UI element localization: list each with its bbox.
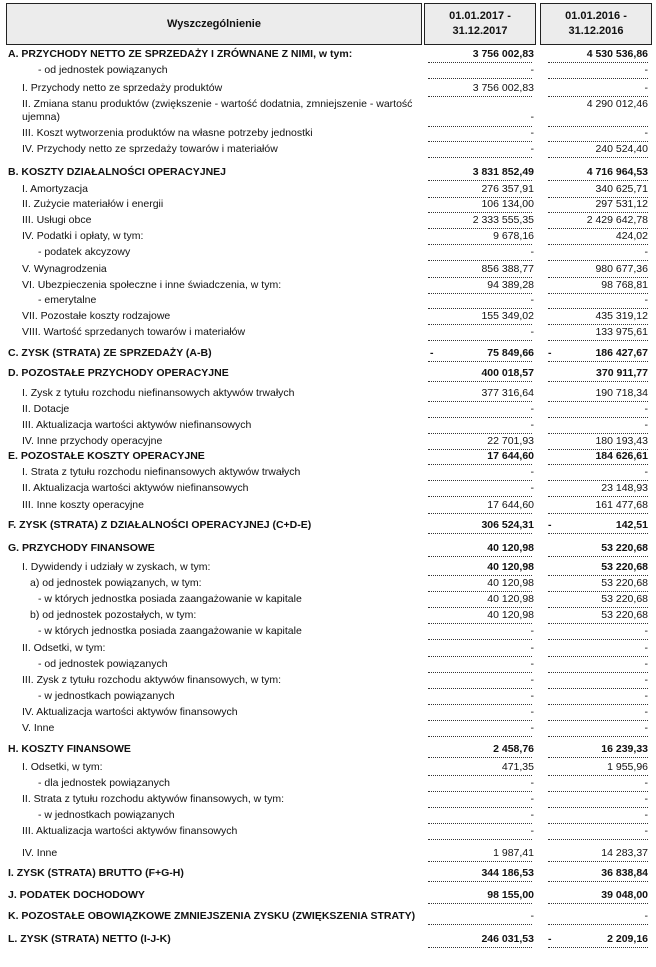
value-underline-2016 [548,556,648,557]
value-underline-2016 [548,775,648,776]
value-2016: 39 048,00 [601,889,648,901]
value-2017: - [530,809,534,821]
value-2017: - [530,482,534,494]
value-underline-2016 [548,212,648,213]
value-underline-2016 [548,607,648,608]
value-underline-2016 [548,96,648,97]
value-2016: - [644,82,648,94]
value-2016: - [644,706,648,718]
row-label: IV. Aktualizacja wartości aktywów finansowych [22,706,238,718]
value-2016: 2 209,16 [607,933,648,945]
value-2017: 22 701,93 [487,435,534,447]
value-underline-2016 [548,513,648,514]
row-label: G. PRZYCHODY FINANSOWE [8,542,155,554]
value-underline-2017 [428,228,532,229]
row-label: b) od jednostek pozostałych, w tym: [30,609,197,621]
value-2016: 53 220,68 [601,577,648,589]
header-label: Wyszczególnienie [167,17,261,30]
value-underline-2016 [548,823,648,824]
value-underline-2016 [548,141,648,142]
value-2016: 4 290 012,46 [586,98,648,110]
value-2016: - [644,127,648,139]
value-2017: - [530,127,534,139]
value-2017: 400 018,57 [481,367,534,379]
row-label: I. ZYSK (STRATA) BRUTTO (F+G-H) [8,867,184,879]
value-underline-2017 [428,180,532,181]
value-underline-2017 [428,556,532,557]
row-label: - dla jednostek powiązanych [38,777,170,789]
row-label: I. Amortyzacja [22,183,88,195]
value-2016: 340 625,71 [595,183,648,195]
row-label: II. Strata z tytułu rozchodu aktywów finansowych, w tym: [22,793,285,805]
value-underline-2016 [548,881,648,882]
value-underline-2017 [428,381,532,382]
value-2017: - [530,143,534,155]
value-underline-2017 [428,639,532,640]
value-underline-2017 [428,212,532,213]
value-underline-2017 [428,260,532,261]
value-2016: 98 768,81 [601,279,648,291]
value-2016: 190 718,34 [595,387,648,399]
value-2017: - [530,910,534,922]
row-label: I. Odsetki, w tym: [22,761,103,773]
value-2017: - [530,419,534,431]
value-2017: 9 678,16 [493,230,534,242]
value-underline-2016 [548,639,648,640]
value-underline-2017 [428,141,532,142]
value-underline-2017 [428,591,532,592]
value-underline-2016 [548,180,648,181]
value-2016: - [644,642,648,654]
value-underline-2016 [548,340,648,341]
value-2017: 377 316,64 [481,387,534,399]
row-label: V. Wynagrodzenia [22,263,107,275]
value-underline-2017 [428,575,532,576]
row-label: I. Przychody netto ze sprzedaży produktów [22,82,223,94]
value-underline-2017 [428,513,532,514]
value-underline-2016 [548,433,648,434]
value-2017: - [530,246,534,258]
value-2017: - [530,294,534,306]
row-label: II. Zmiana stanu produktów (zwiększenie - wartość dodatnia, zmniejszenie - wartość ujemna) [22,98,413,123]
row-label: III. Aktualizacja wartości aktywów niefinansowych [22,419,252,431]
row-label: H. KOSZTY FINANSOWE [8,743,131,755]
value-2017: 75 849,66 [487,347,534,359]
value-2017: - [530,642,534,654]
value-underline-2016 [548,381,648,382]
value-underline-2016 [548,480,648,481]
value-underline-2016 [548,861,648,862]
value-2016: - [644,793,648,805]
row-label: - w których jednostka posiada zaangażowanie w kapitale [38,625,302,637]
value-underline-2016 [548,807,648,808]
row-label: - w jednostkach powiązanych [38,690,175,702]
value-2017: - [530,706,534,718]
value-underline-2016 [548,839,648,840]
value-underline-2017 [428,340,532,341]
value-2017: 1 987,41 [493,847,534,859]
row-label: - podatek akcyzowy [38,246,131,258]
negative-sign-2017: - [430,347,434,359]
value-underline-2017 [428,903,532,904]
value-underline-2017 [428,78,532,79]
value-2016: 424,02 [615,230,648,242]
row-label: D. POZOSTAŁE PRZYCHODY OPERACYJNE [8,367,229,379]
value-underline-2016 [548,533,648,534]
value-2016: 435 319,12 [595,310,648,322]
value-2016: 297 531,12 [595,198,648,210]
value-2017: - [530,825,534,837]
row-label: F. ZYSK (STRATA) Z DZIAŁALNOŚCI OPERACYJNEJ (C+D-E) [8,519,312,531]
value-2017: - [530,326,534,338]
value-2017: 106 134,00 [481,198,534,210]
row-label: III. Inne koszty operacyjne [22,499,144,511]
value-2016: 2 429 642,78 [586,214,648,226]
value-underline-2016 [548,903,648,904]
value-2016: 36 838,84 [601,867,648,879]
value-2017: - [530,793,534,805]
value-underline-2016 [548,464,648,465]
value-2017: - [530,722,534,734]
row-label: VI. Ubezpieczenia społeczne i inne świadczenia, w tym: [22,279,282,291]
value-underline-2016 [548,924,648,925]
row-label: VIII. Wartość sprzedanych towarów i materiałów [22,326,246,338]
value-underline-2017 [428,62,532,63]
row-label: a) od jednostek powiązanych, w tym: [30,577,202,589]
value-underline-2017 [428,433,532,434]
value-2016: 133 975,61 [595,326,648,338]
value-2016: 161 477,68 [595,499,648,511]
value-2016: 980 677,36 [595,263,648,275]
value-2016: - [644,722,648,734]
value-2016: - [644,466,648,478]
row-label: I. Zysk z tytułu rozchodu niefinansowych aktywów trwałych [22,387,295,399]
value-2016: 180 193,43 [595,435,648,447]
value-2017: 40 120,98 [487,593,534,605]
row-label: - od jednostek powiązanych [38,658,168,670]
row-label: II. Odsetki, w tym: [22,642,106,654]
value-underline-2016 [548,157,648,158]
value-2017: 40 120,98 [487,561,534,573]
value-underline-2017 [428,924,532,925]
value-underline-2017 [428,607,532,608]
value-2016: - [644,674,648,686]
row-label: II. Aktualizacja wartości aktywów niefinansowych [22,482,249,494]
value-underline-2016 [548,656,648,657]
row-label: - w jednostkach powiązanych [38,809,175,821]
value-underline-2016 [548,308,648,309]
row-label: IV. Podatki i opłaty, w tym: [22,230,144,242]
value-2016: - [644,625,648,637]
value-2017: 40 120,98 [487,577,534,589]
value-underline-2017 [428,736,532,737]
row-label: I. Strata z tytułu rozchodu niefinansowych aktywów trwałych [22,466,301,478]
value-2017: 17 644,60 [487,450,534,462]
value-2017: 471,35 [501,761,534,773]
row-label: III. Aktualizacja wartości aktywów finansowych [22,825,238,837]
value-underline-2016 [548,720,648,721]
row-label: B. KOSZTY DZIAŁALNOŚCI OPERACYJNEJ [8,166,226,178]
value-2016: 142,51 [615,519,648,531]
row-label: C. ZYSK (STRATA) ZE SPRZEDAŻY (A-B) [8,347,212,359]
value-underline-2017 [428,324,532,325]
value-2017: 246 031,53 [481,933,534,945]
value-underline-2017 [428,757,532,758]
value-underline-2017 [428,688,532,689]
value-2016: 53 220,68 [601,542,648,554]
value-2016: 240 524,40 [595,143,648,155]
value-underline-2016 [548,260,648,261]
value-underline-2016 [548,791,648,792]
header-period-2017 [424,3,536,45]
value-underline-2017 [428,839,532,840]
value-2017: - [530,625,534,637]
value-2017: 856 388,77 [481,263,534,275]
row-label: - emerytalne [38,294,97,306]
value-underline-2017 [428,496,532,497]
row-label: II. Dotacje [22,403,70,415]
value-2016: 184 626,61 [595,450,648,462]
value-2016: 14 283,37 [601,847,648,859]
value-2016: - [644,403,648,415]
value-2017: - [530,111,534,123]
row-label: - od jednostek powiązanych [38,64,168,76]
value-underline-2017 [428,823,532,824]
value-underline-2017 [428,96,532,97]
value-underline-2016 [548,688,648,689]
value-underline-2016 [548,361,648,362]
value-underline-2016 [548,228,648,229]
value-underline-2016 [548,736,648,737]
value-2017: - [530,466,534,478]
value-2016: - [644,419,648,431]
value-underline-2017 [428,157,532,158]
value-underline-2016 [548,947,648,948]
row-label: K. POZOSTAŁE OBOWIĄZKOWE ZMNIEJSZENIA ZYSKU (ZWIĘKSZENIA STRATY) [8,910,416,922]
negative-sign-2016: - [548,933,552,945]
value-underline-2017 [428,308,532,309]
header-period-2016 [540,3,652,45]
negative-sign-2016: - [548,519,552,531]
value-underline-2017 [428,533,532,534]
value-2017: 40 120,98 [487,542,534,554]
value-2016: 53 220,68 [601,561,648,573]
value-2017: - [530,690,534,702]
value-2016: 23 148,93 [601,482,648,494]
row-label: I. Dywidendy i udziały w zyskach, w tym: [22,561,211,573]
value-underline-2016 [548,277,648,278]
value-2017: 40 120,98 [487,609,534,621]
value-underline-2016 [548,575,648,576]
row-label: E. POZOSTAŁE KOSZTY OPERACYJNE [8,450,205,462]
header-2016-start: 01.01.2016 - [565,10,627,22]
value-2017: 3 756 002,83 [472,48,534,60]
value-underline-2017 [428,401,532,402]
value-2016: - [644,825,648,837]
value-underline-2016 [548,244,648,245]
row-label: IV. Inne [22,847,58,859]
value-underline-2016 [548,757,648,758]
value-2017: 98 155,00 [487,889,534,901]
value-2016: - [644,658,648,670]
value-2016: - [644,777,648,789]
value-underline-2016 [548,401,648,402]
value-underline-2017 [428,623,532,624]
value-2017: 3 756 002,83 [472,82,534,94]
row-label: III. Usługi obce [22,214,92,226]
value-underline-2016 [548,672,648,673]
value-underline-2017 [428,881,532,882]
value-2017: - [530,674,534,686]
value-underline-2016 [548,591,648,592]
header-2017-start: 01.01.2017 - [449,10,511,22]
value-2017: - [530,777,534,789]
value-2017: 2 458,76 [493,743,534,755]
value-underline-2016 [548,704,648,705]
value-underline-2017 [428,244,532,245]
value-2016: - [644,910,648,922]
value-underline-2017 [428,720,532,721]
value-underline-2017 [428,947,532,948]
row-label: III. Koszt wytworzenia produktów na własne potrzeby jednostki [22,127,313,139]
row-label: J. PODATEK DOCHODOWY [8,889,145,901]
value-2016: 186 427,67 [595,347,648,359]
row-label: L. ZYSK (STRATA) NETTO (I-J-K) [8,933,171,945]
value-2016: 53 220,68 [601,609,648,621]
value-2017: - [530,64,534,76]
row-label: V. Inne [22,722,55,734]
row-label: - w których jednostka posiada zaangażowanie w kapitale [38,593,302,605]
value-underline-2016 [548,324,648,325]
value-2016: 16 239,33 [601,743,648,755]
value-2016: - [644,294,648,306]
negative-sign-2016: - [548,347,552,359]
row-label: A. PRZYCHODY NETTO ZE SPRZEDAŻY I ZRÓWNANE Z NIMI, w tym: [8,48,353,60]
value-underline-2017 [428,807,532,808]
value-2017: 17 644,60 [487,499,534,511]
header-2017-end: 31.12.2017 [452,25,508,37]
value-2017: 2 333 555,35 [472,214,534,226]
value-2017: - [530,658,534,670]
value-2016: - [644,246,648,258]
value-2017: 344 186,53 [481,867,534,879]
value-2016: - [644,690,648,702]
value-2017: 155 349,02 [481,310,534,322]
value-2016: 4 530 536,86 [586,48,648,60]
value-2017: 276 357,91 [481,183,534,195]
row-label: VII. Pozostałe koszty rodzajowe [22,310,171,322]
value-underline-2017 [428,861,532,862]
value-underline-2017 [428,791,532,792]
value-underline-2017 [428,480,532,481]
value-underline-2017 [428,704,532,705]
value-2016: 370 911,77 [596,367,648,379]
value-2017: 306 524,31 [481,519,534,531]
row-label: II. Zużycie materiałów i energii [22,198,164,210]
value-2017: - [530,403,534,415]
value-underline-2016 [548,78,648,79]
value-underline-2017 [428,775,532,776]
value-underline-2016 [548,496,648,497]
header-label-cell [6,3,422,45]
header-2016-end: 31.12.2016 [568,25,624,37]
value-2016: - [644,64,648,76]
row-label: III. Zysk z tytułu rozchodu aktywów finansowych, w tym: [22,674,282,686]
value-underline-2016 [548,623,648,624]
value-2016: 1 955,96 [607,761,648,773]
value-underline-2017 [428,672,532,673]
value-2017: 94 389,28 [487,279,534,291]
value-underline-2016 [548,62,648,63]
row-label: IV. Inne przychody operacyjne [22,435,163,447]
value-underline-2017 [428,277,532,278]
value-2017: 3 831 852,49 [472,166,534,178]
value-2016: - [644,809,648,821]
value-2016: 53 220,68 [601,593,648,605]
value-underline-2017 [428,656,532,657]
row-label: IV. Przychody netto ze sprzedaży towarów i materiałów [22,143,278,155]
value-underline-2016 [548,417,648,418]
value-underline-2017 [428,464,532,465]
value-2016: 4 716 964,53 [586,166,648,178]
value-underline-2017 [428,417,532,418]
value-underline-2017 [428,361,532,362]
